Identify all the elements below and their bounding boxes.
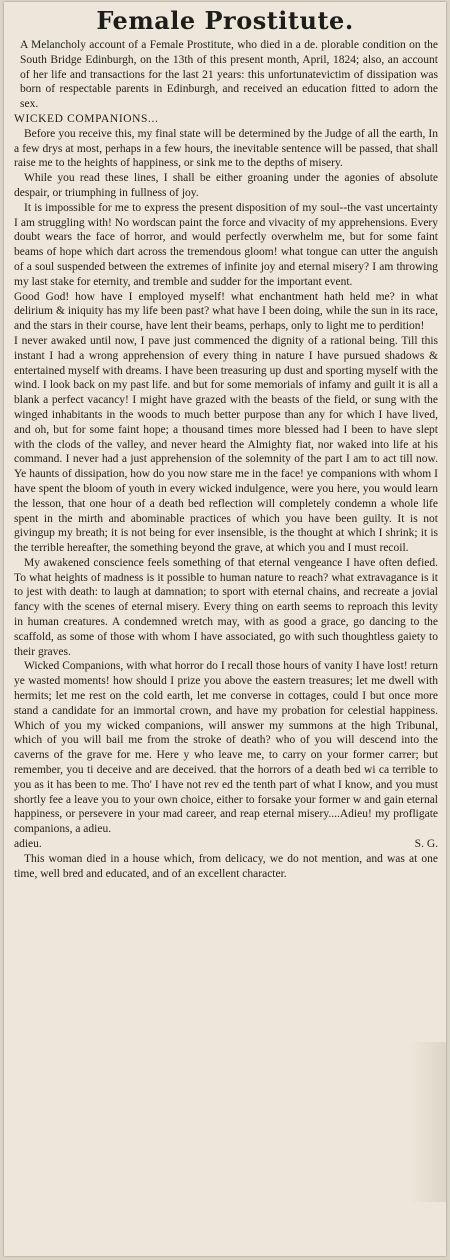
body-paragraph-7: Wicked Companions, with what horror do I recall those hours of vanity I have lost! return ye wasted moments! how should I prize you above the eastern treasures; let me dwell with hermits; let me rest on the cold earth, let me converse in cottages, could I but once more stand a candidate for an immortal crown, and have my probation for celestial happiness. Which of you my wicked companions, will answer my summons at the high Tribunal, which of you will bail me from the stroke of death? who of you will descend into the caverns of the grave for me. Here y who leave me, to carry on your former carrer; but remember, you ti deceive and are deceived. that the horrors of a death bed wi ca terrible to you as it has been to me. Tho' I have not rev ed the tenth part of what I know, and you must shortly fee a leave you to your own choice, either to forsake your former w and gain eternal happiness, or persevere in your mad career, and reap eternal misery....Adieu! my profligate companions, a adieu.	[14, 660, 438, 836]
section-heading: WICKED COMPANIONS...	[14, 112, 159, 125]
broadside-sheet	[4, 2, 446, 1256]
body-paragraph-1: Before you receive this, my final state will be determined by the Judge of all the earth, In a few drys at most, perhaps in a few hours, the inevitable sentence will be passed, that shall raise me to the heights of happiness, or sink me to the depths of misery.	[14, 127, 438, 170]
body-paragraph-2: While you read these lines, I shall be either groaning under the agonies of absolute despair, or triumphing in fullness of joy.	[14, 172, 438, 199]
body-paragraph-6: My awakened conscience feels something of that eternal vengeance I have often defied. To what heights of madness is it possible to human nature to reach? what extravagance is it to jest with death: to laugh at damnation; to sport with eternal chains, and recreate a jovial fancy with the scenes of eternal misery. Every thing on earth seems to reproach this levity in human creatures. A condemned wretch may, with as good a grace, go dancing to the scaffold, as some of those with whom I have associated, go with such thoughtless gaiety to their graves.	[14, 556, 438, 658]
signoff-word: adieu.	[14, 838, 42, 851]
signoff-initials: S. G.	[414, 838, 438, 851]
body-paragraph-5: I never awaked until now, I pave just commenced the dignity of a rational being. Till this instant I had a wrong apprehension of every thing in nature I have pursued shadows & entertained myself with dreams. I have been treasuring up dust and sporting myself with the wind. I look back on my past life. and but for some memorials of infamy and guilt it is all a blank a perfect vacancy! I might have grazed with the beasts of the field, or sung with the winged inhabitants in the woods to much better purpose than any for which I have lived, and oh, but for some faint hope; a thousand times more blessed had I been to have slept with the clods of the valley, and never heard the Almighty fiat, nor waked into life at his command. I never had a just apprehension of the solemnity of the part I am to act till now. Ye haunts of dissipation, how do you now stare me in the face! ye companions with whom I have spent the bloom of youth in every wicked indulgence, were you here, you would learn the lesson, that one hour of a death bed reflection will completely condemn a whole life spent in the mirth and abominable practices of which you have been guilty. It is not givingup my breath; it is not being for ever insensible, is the thought at which I shrink; it is the terrible hereafter, the something beyond the grave, at which you and I must recoil.	[14, 334, 438, 555]
paper-edge-shadow	[410, 1042, 446, 1202]
body-paragraph-4: Good God! how have I employed myself! what enchantment hath held me? in what delirium & iniquity has my life been past? what have I been doing, while the sun in its race, and the stars in their course, have lent their beams, perhaps, only to light me to perdition!	[14, 290, 438, 333]
article-body	[14, 38, 438, 881]
intro-paragraph: A Melancholy account of a Female Prostitute, who died in a de. plorable condition on the South Bridge Edinburgh, on the 13th of this present month, April, 1824; also, an account of her life and transactions for the last 21 years: this unfortunatevictim of dissipation was born of respectable parents in Edinburgh, and received an education fitted to adorn the sex.	[20, 39, 438, 111]
signoff-row	[14, 837, 438, 852]
body-paragraph-3: It is impossible for me to express the present disposition of my soul--the vast uncertainty I am struggling with! No wordscan paint the force and vivacity of my apprehensions. Every doubt wears the face of horror, and would perfectly overwhelm me, but for some faint beams of hope which dart across the tremendous gloom! what tongue can utter the anguish of a soul suspended between the extremes of infinite joy and eternal misery? I am throwing my last stake for eternity, and tremble and sudder for the important event.	[14, 201, 438, 288]
page-title: Female Prostitute.	[96, 6, 354, 35]
closing-paragraph: This woman died in a house which, from delicacy, we do not mention, and was at one time, well bred and educated, and of an excellent character.	[14, 852, 438, 880]
